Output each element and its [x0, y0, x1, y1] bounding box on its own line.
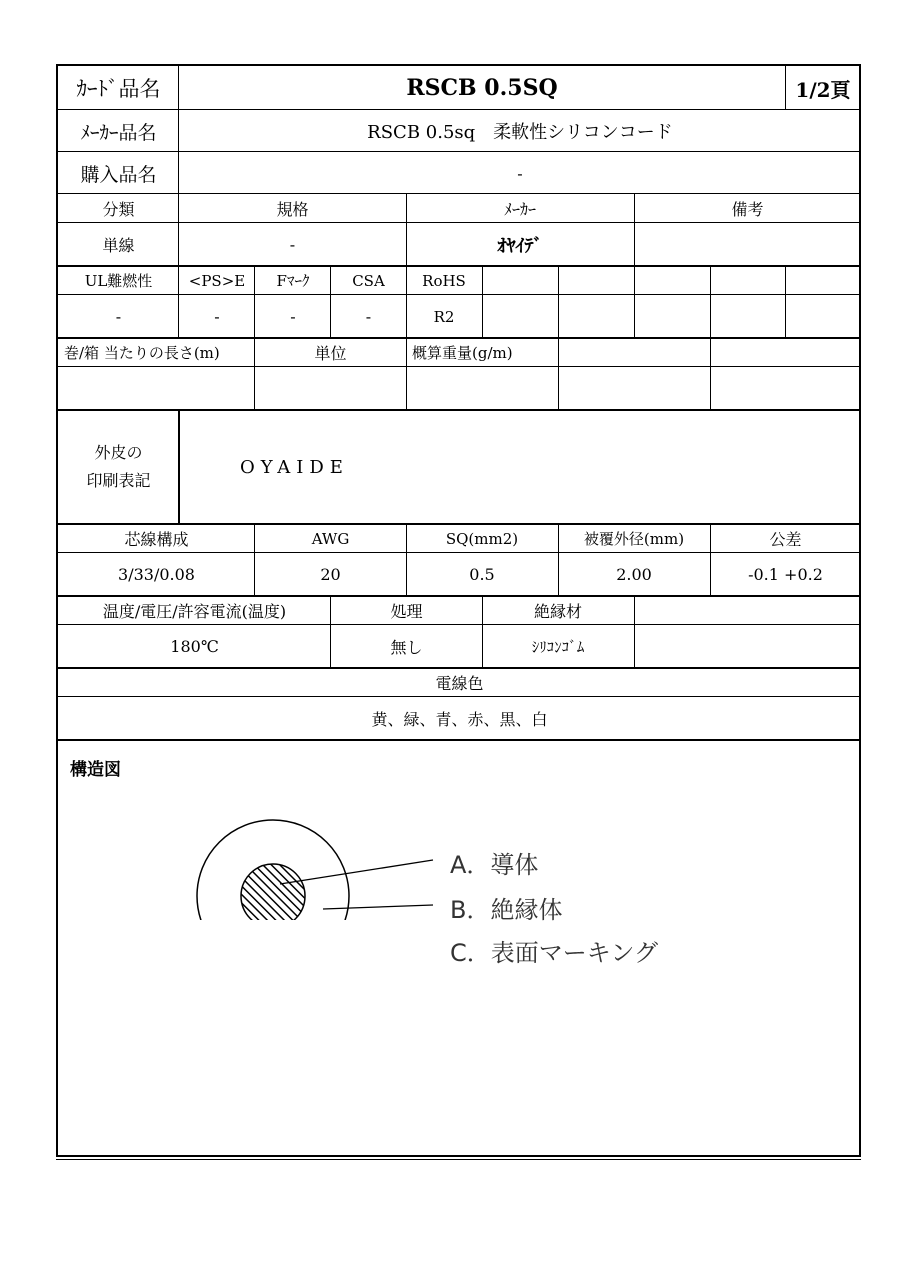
- insulation-header: 絶縁材: [533, 602, 582, 621]
- rule: [406, 266, 407, 338]
- pse-value: -: [214, 307, 220, 326]
- ul-flame-header: UL難燃性: [84, 272, 153, 290]
- packaging-extra-value-1: [558, 367, 710, 410]
- purchase-name-value: -: [517, 163, 523, 183]
- rule: [58, 696, 861, 697]
- rule: [58, 366, 861, 367]
- tolerance-header: 公差: [769, 530, 802, 549]
- standard-header: 規格: [276, 200, 309, 219]
- print-marking-label-line2: 印刷表記: [86, 471, 151, 490]
- ul-flame-value: -: [115, 307, 122, 326]
- structure-title: 構造図: [70, 759, 121, 780]
- remarks-value: [634, 223, 861, 266]
- label-surface-marking: C．表面マーキング: [450, 938, 659, 967]
- rule: [482, 266, 483, 338]
- standards-extra-value-4: [710, 295, 785, 338]
- length-per-reel-value: [58, 367, 255, 410]
- rule: [634, 266, 635, 338]
- rule: [58, 595, 861, 597]
- standards-extra-value-5: [785, 295, 861, 338]
- label-insulator: B．絶縁体: [450, 895, 563, 924]
- cable-cross-section-diagram: [130, 750, 670, 920]
- standards-extra-header-5: [785, 266, 861, 295]
- ratings-extra-header: [634, 596, 861, 625]
- unit-header: 単位: [314, 344, 347, 363]
- maker-name-value: RSCB 0.5sq 柔軟性シリコンコード: [367, 122, 673, 143]
- rule: [482, 596, 483, 668]
- rule: [178, 66, 179, 194]
- treatment-value: 無し: [390, 638, 423, 657]
- treatment-header: 処理: [390, 602, 423, 621]
- remarks-header: 備考: [731, 200, 764, 219]
- standard-value: -: [289, 235, 296, 254]
- label-conductor: A．導体: [450, 850, 539, 879]
- rule: [558, 338, 559, 410]
- rule: [330, 266, 331, 338]
- standards-extra-header-2: [558, 266, 634, 295]
- standards-extra-header-1: [482, 266, 558, 295]
- rohs-value: R2: [433, 307, 455, 326]
- spec-sheet: [56, 64, 861, 1157]
- maker-header: ﾒｰｶｰ: [503, 200, 536, 219]
- standards-extra-value-3: [634, 295, 710, 338]
- rule: [406, 338, 407, 410]
- rule: [254, 524, 255, 596]
- print-marking-label: [58, 410, 179, 524]
- rule: [178, 194, 179, 338]
- packaging-extra-value-2: [710, 367, 861, 410]
- standards-extra-header-3: [634, 266, 710, 295]
- classification-value: 単線: [102, 236, 135, 255]
- print-marking-text: OYAIDE: [240, 456, 349, 478]
- wire-color-value: 黄、緑、青、赤、黒、白: [371, 710, 548, 729]
- classification-header: 分類: [102, 200, 135, 219]
- wire-color-label: 電線色: [435, 674, 484, 693]
- rule: [178, 410, 180, 524]
- rule: [634, 194, 635, 266]
- tolerance-value: -0.1 +0.2: [748, 565, 823, 584]
- rule: [406, 194, 407, 266]
- packaging-extra-header-2: [710, 338, 861, 367]
- temp-voltage-current-header: 温度/電圧/許容電流(温度): [102, 602, 287, 621]
- purchase-name-label: 購入品名: [80, 163, 157, 186]
- unit-value: [255, 367, 406, 410]
- card-name-label: ｶｰﾄﾞ品名: [76, 77, 161, 101]
- rule: [558, 266, 559, 338]
- rohs-header: RoHS: [422, 271, 466, 290]
- rule: [58, 667, 861, 669]
- print-marking-label-line1: 外皮の: [94, 443, 143, 462]
- rule: [558, 524, 559, 596]
- conductor-circle: [241, 864, 305, 920]
- csa-value: -: [365, 307, 372, 326]
- rule: [710, 266, 711, 338]
- rule: [785, 66, 786, 110]
- sq-header: SQ(mm2): [445, 529, 519, 548]
- rule: [406, 524, 407, 596]
- f-mark-value: -: [290, 307, 296, 326]
- conductor-construction-value: 3/33/0.08: [118, 565, 195, 584]
- standards-extra-value-2: [558, 295, 634, 338]
- packaging-extra-header-1: [558, 338, 710, 367]
- rule: [710, 338, 711, 410]
- csa-header: CSA: [352, 271, 385, 290]
- ratings-extra-value: [634, 625, 861, 668]
- sq-value: 0.5: [469, 565, 495, 584]
- rule: [58, 624, 861, 625]
- page-number: 1/2頁: [795, 77, 851, 102]
- maker-name-label: ﾒｰｶｰ品名: [80, 121, 157, 144]
- rule: [58, 739, 861, 741]
- rule: [58, 552, 861, 553]
- rule: [710, 524, 711, 596]
- rule: [254, 338, 255, 410]
- insulation-value: ｼﾘｺﾝｺﾞﾑ: [531, 638, 585, 656]
- outer-diameter-value: 2.00: [616, 565, 652, 584]
- standards-extra-value-1: [482, 295, 558, 338]
- awg-header: AWG: [311, 529, 350, 548]
- conductor-construction-header: 芯線構成: [124, 530, 189, 549]
- temp-voltage-current-value: 180℃: [170, 637, 219, 656]
- pse-header: <PS>E: [188, 271, 246, 290]
- standards-extra-header-4: [710, 266, 785, 295]
- approx-weight-header: 概算重量(g/m): [412, 344, 513, 362]
- approx-weight-value: [406, 367, 558, 410]
- awg-value: 20: [320, 565, 341, 584]
- f-mark-header: Fﾏｰｸ: [276, 272, 310, 290]
- outer-diameter-header: 被覆外径(mm): [583, 530, 685, 548]
- maker-value: ｵﾔｲﾃﾞ: [497, 235, 543, 257]
- length-per-reel-header: 巻/箱 当たりの長さ(m): [64, 344, 220, 362]
- rule: [634, 596, 635, 668]
- rule: [330, 596, 331, 668]
- card-name-value: RSCB 0.5SQ: [406, 75, 558, 101]
- bottom-double-rule: [56, 1159, 861, 1160]
- rule: [254, 266, 255, 338]
- rule: [785, 266, 786, 338]
